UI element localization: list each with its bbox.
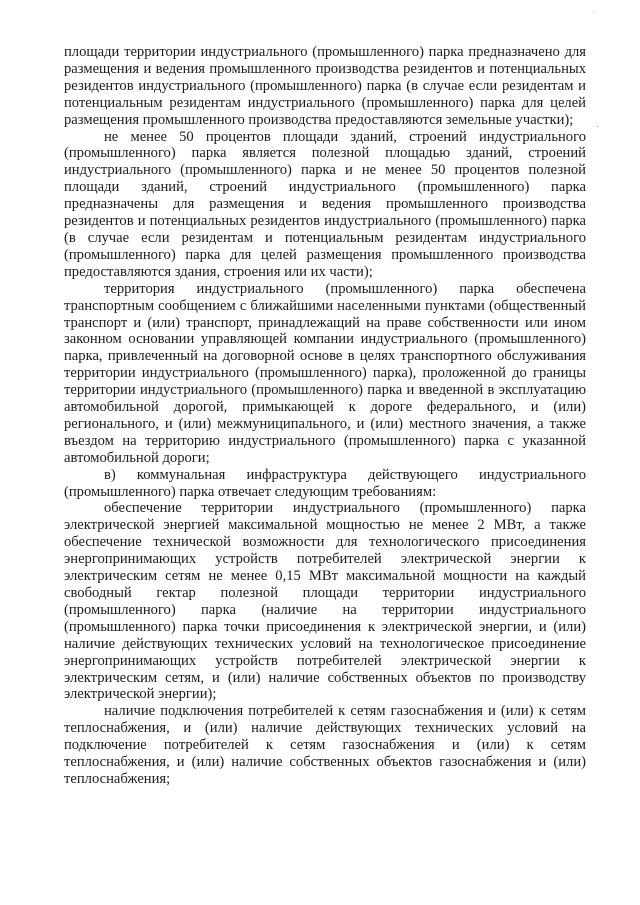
document-body: [64, 44, 586, 788]
scan-speck: [597, 126, 598, 127]
paragraph-building-area: не менее 50 процентов площади зданий, строений индустриального (промышленного) парка является полезной площадью зданий, строений индустриального (промышленного) парка и не менее 50 процентов полезной площади зданий, строений индустриального (промышленного) парка предназначены для размещения и ведения промышленного производства резидентов и потенциальных резидентов индустриального (промышленного) парка (в случае если резидентам и потенциальным резидентам индустриального (промышленного) парка для целей размещения промышленного производства предоставляются здания, строения или их части);: [64, 128, 586, 280]
paragraph-land-share: площади территории индустриального (промышленного) парка предназначено для размещения и ведения промышленного производства резидентов и потенциальных резидентов индустриального (промышленного) парка (в случае если резидентам и потенциальным резидентам индустриального (промышленного) парка для целей размещения промышленного производства предоставляются земельные участки);: [64, 44, 586, 128]
paragraph-electricity: обеспечение территории индустриального (промышленного) парка электрической энергией максимальной мощностью не менее 2 МВт, а также обеспечение технической возможности для технологического присоединения энергопринимающих устройств потребителей электрической энергии к электрическим сетям не менее 0,15 МВт максимальной мощности на каждый свободный гектар полезной площади территории индустриального (промышленного) парка (наличие на территории индустриального (промышленного) парка точки присоединения к электрической энергии, и (или) наличие действующих технических условий на технологическое присоединение энергопринимающих устройств потребителей электрической энергии к электрическим сетям, и (или) наличие собственных объектов по производству электрической энергии);: [64, 500, 586, 703]
paragraph-utilities-heading: в) коммунальная инфраструктура действующего индустриального (промышленного) парка отвечает следующим требованиям:: [64, 466, 586, 500]
paragraph-gas-heat: наличие подключения потребителей к сетям газоснабжения и (или) к сетям теплоснабжения, и (или) наличие действующих технических условий на подключение потребителей к сетям газоснабжения и (или) к сетям теплоснабжения, и (или) наличие собственных объектов газоснабжения и (или) теплоснабжения;: [64, 703, 586, 787]
paragraph-transport: территория индустриального (промышленного) парка обеспечена транспортным сообщением с ближайшими населенными пунктами (общественный транспорт и (или) транспорт, принадлежащий на праве собственности или ином законном основании управляющей компании индустриального (промышленного) парка, привлеченный на договорной основе в целях транспортного обслуживания территории индустриального (промышленного) парка), проложенной до границы территории индустриального (промышленного) парка и введенной в эксплуатацию автомобильной дорогой, примыкающей к дороге федерального, и (или) регионального, и (или) межмуниципального, и (или) местного значения, а также въездом на территорию индустриального (промышленного) парка с указанной автомобильной дороги;: [64, 280, 586, 466]
scan-speck: [593, 12, 594, 13]
